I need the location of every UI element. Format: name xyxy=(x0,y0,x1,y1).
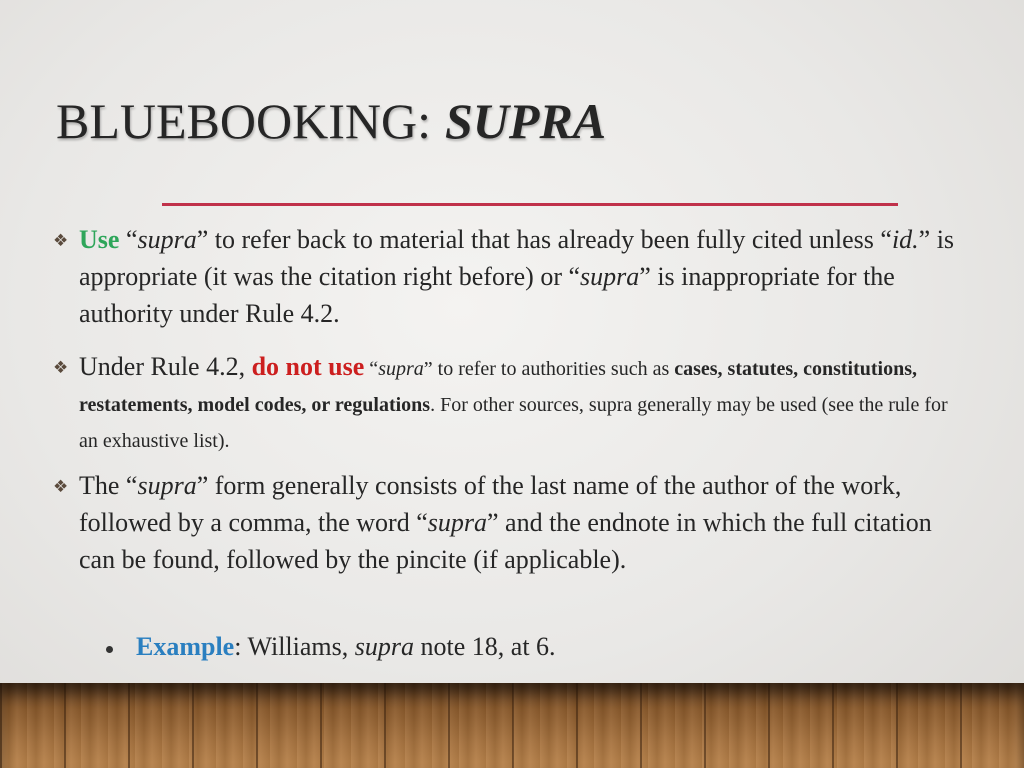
text-segment: “ xyxy=(119,225,138,254)
slide-title xyxy=(56,92,606,150)
supra-term: supra xyxy=(378,358,424,380)
supra-term: supra xyxy=(354,632,415,661)
title-underline xyxy=(162,203,898,206)
text-segment: note 18, at 6. xyxy=(414,632,556,661)
supra-term: supra xyxy=(427,508,487,537)
text-segment: ” form generally consists of the last name of the author of the work, followed by a comma, the word “ xyxy=(79,471,902,537)
bullet-rule-4-2 xyxy=(53,350,969,458)
text-segment: ” is inappropriate for the authority under Rule 4.2. xyxy=(79,262,895,328)
example-bullet xyxy=(136,632,556,662)
text-segment: The “ xyxy=(79,471,138,500)
text-segment: ” to refer back to material that has already been fully cited unless “ xyxy=(196,225,892,254)
do-not-use-warning: do not use xyxy=(251,352,365,381)
wood-floor-decoration xyxy=(0,683,1024,768)
text-segment: ” is appropriate (it was the citation right before) or “ xyxy=(79,225,955,291)
bullet-use-supra xyxy=(53,221,969,332)
dot-bullet-icon xyxy=(106,646,113,653)
text-segment: “ xyxy=(364,358,379,380)
id-term: id. xyxy=(891,225,919,254)
text-segment: ” and the endnote in which the full citation can be found, followed by the pincite (if applicable). xyxy=(79,508,932,574)
text-segment: : Williams, xyxy=(234,632,355,661)
authorities-list: cases, statutes, constitutions, restatements, model codes, or regulations xyxy=(79,358,918,416)
example-label: Example xyxy=(136,632,235,661)
supra-term: supra xyxy=(137,471,197,500)
title-main: BLUEBOOKING: xyxy=(56,93,431,149)
diamond-bullet-icon: ❖ xyxy=(53,358,69,378)
diamond-bullet-icon: ❖ xyxy=(53,231,69,251)
text-segment: Under Rule 4.2, xyxy=(79,352,252,381)
title-emphasis: SUPRA xyxy=(444,93,607,149)
diamond-bullet-icon: ❖ xyxy=(53,477,69,497)
text-segment: ” to refer to authorities such as xyxy=(423,358,675,380)
bullet-supra-form xyxy=(53,467,949,578)
use-keyword: Use xyxy=(79,225,120,254)
supra-term: supra xyxy=(137,225,197,254)
text-segment: . For other sources, supra generally may be used (see the rule for an exhaustive list). xyxy=(79,394,948,452)
supra-term: supra xyxy=(580,262,640,291)
